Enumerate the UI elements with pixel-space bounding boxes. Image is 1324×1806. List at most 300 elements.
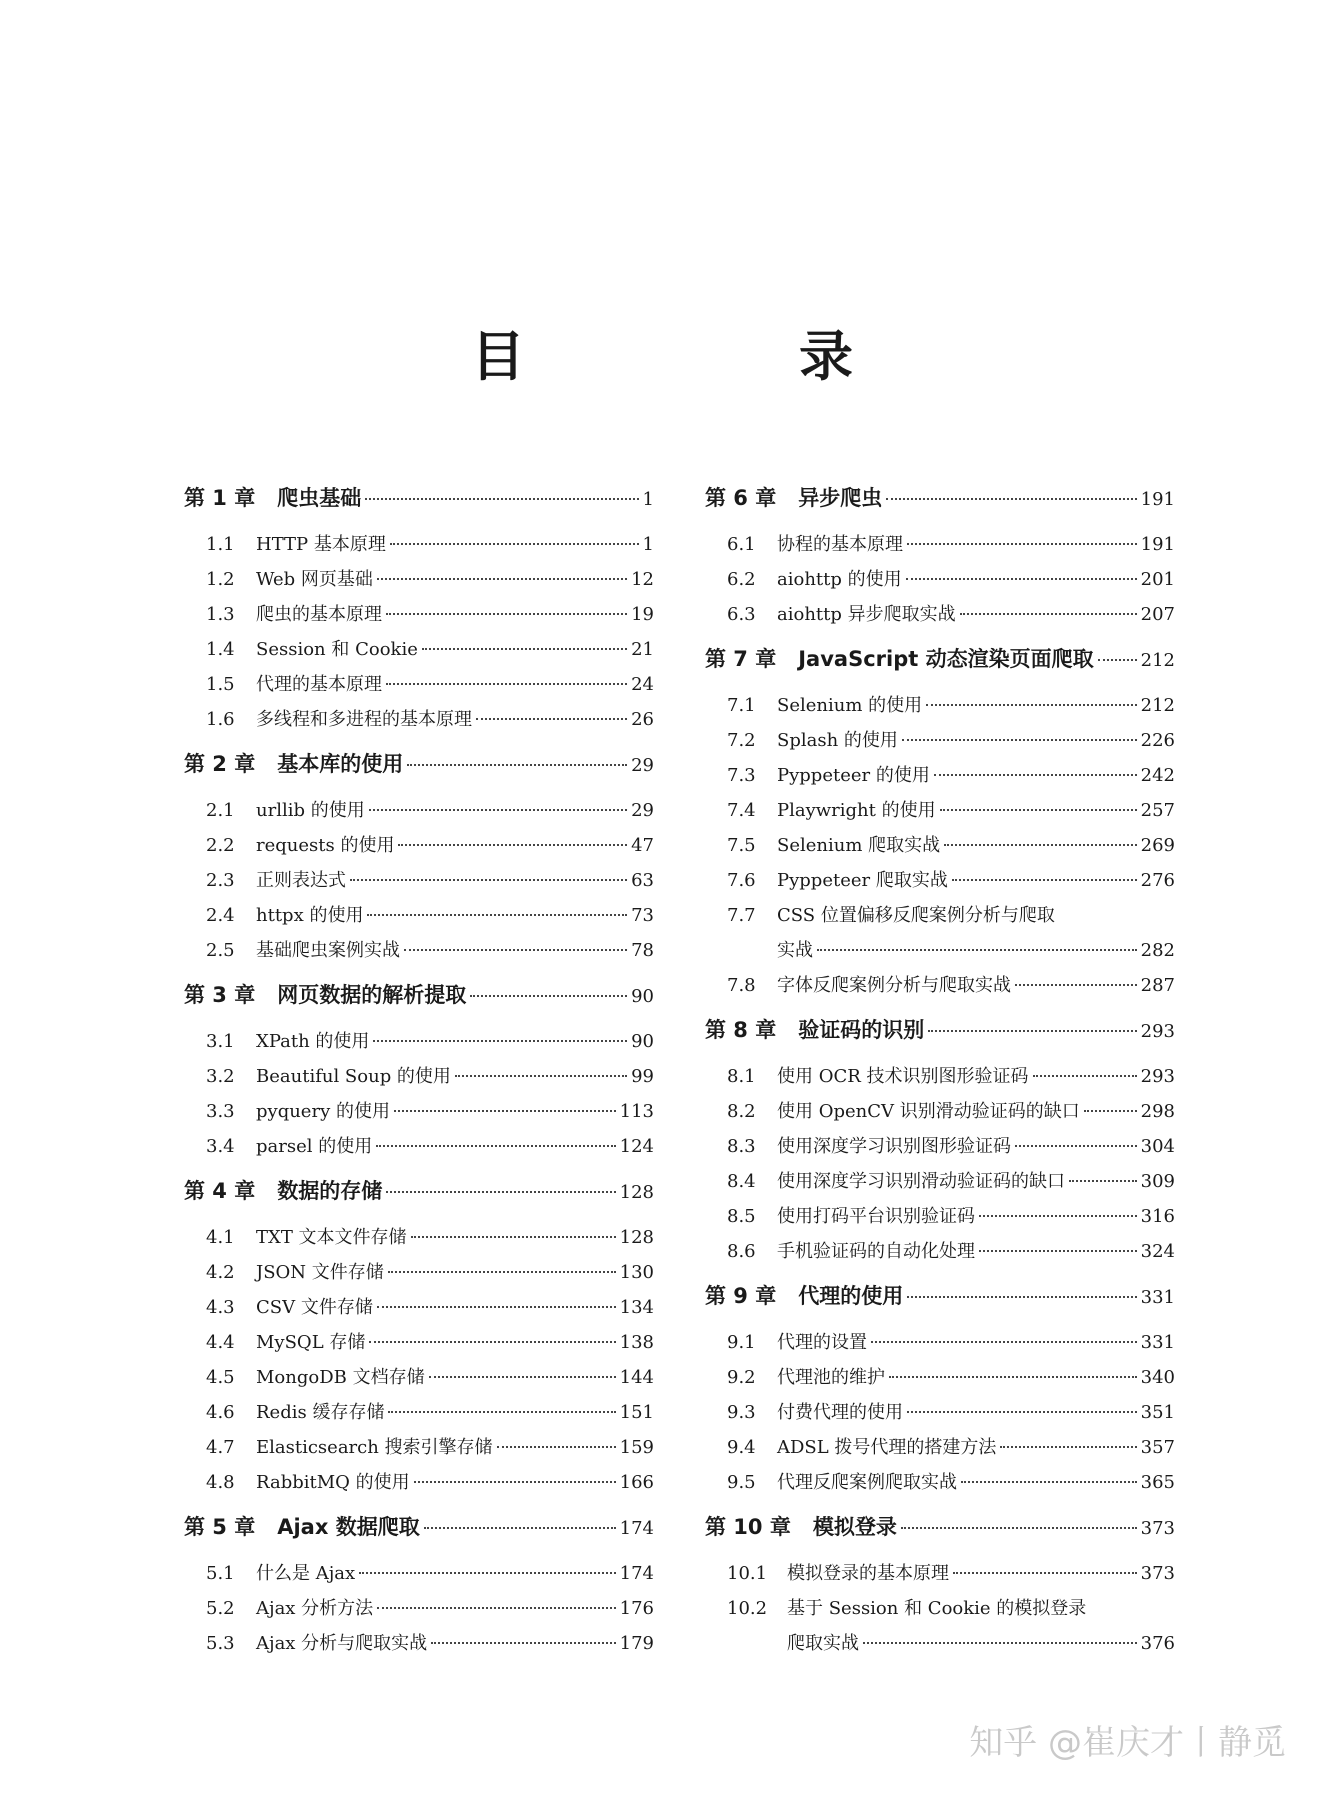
section-title: 代理的设置 xyxy=(777,1332,867,1353)
dot-leader xyxy=(367,914,627,916)
section-page: 376 xyxy=(1140,1633,1175,1654)
chapter-entry[interactable] xyxy=(705,1014,1175,1062)
section-page: 324 xyxy=(1140,1241,1175,1262)
section-entry[interactable] xyxy=(705,1559,1175,1594)
chapter-number: 第 3 章 xyxy=(184,983,256,1007)
section-page: 124 xyxy=(619,1136,654,1157)
section-page: 282 xyxy=(1140,940,1175,961)
dot-leader xyxy=(961,1481,1137,1483)
section-title: 爬虫的基本原理 xyxy=(256,604,382,625)
chapter-gap xyxy=(184,971,654,979)
section-entry[interactable] xyxy=(705,901,1175,971)
section-entry[interactable] xyxy=(705,1594,1175,1664)
chapter-title: 数据的存储 xyxy=(277,1179,383,1203)
section-number: 3.2 xyxy=(206,1066,235,1087)
section-entry[interactable] xyxy=(705,1433,1175,1468)
section-entry[interactable] xyxy=(705,1398,1175,1433)
dot-leader xyxy=(369,809,627,811)
chapter-page: 90 xyxy=(631,986,654,1007)
section-title: HTTP 基本原理 xyxy=(256,534,386,555)
section-title: 基础爬虫案例实战 xyxy=(256,940,400,961)
section-page: 128 xyxy=(619,1227,654,1248)
section-number: 9.5 xyxy=(727,1472,756,1493)
section-number: 7.6 xyxy=(727,870,756,891)
section-page: 174 xyxy=(619,1563,654,1584)
section-title: 协程的基本原理 xyxy=(777,534,903,555)
dot-leader xyxy=(907,543,1137,545)
section-number: 9.2 xyxy=(727,1367,756,1388)
chapter-title: 异步爬虫 xyxy=(798,486,883,510)
chapter-page: 1 xyxy=(642,489,654,510)
chapter-page: 373 xyxy=(1140,1518,1175,1539)
section-title: ADSL 拨号代理的搭建方法 xyxy=(777,1437,997,1458)
dot-leader xyxy=(1069,1180,1137,1182)
dot-leader xyxy=(377,578,627,580)
chapter-title: 网页数据的解析提取 xyxy=(277,983,467,1007)
section-number: 1.6 xyxy=(206,709,235,730)
section-title: Playwright 的使用 xyxy=(777,800,936,821)
section-entry[interactable] xyxy=(184,705,654,740)
section-page: 357 xyxy=(1140,1437,1175,1458)
section-page: 191 xyxy=(1140,534,1175,555)
chapter-page: 128 xyxy=(619,1182,654,1203)
dot-leader xyxy=(422,648,627,650)
section-entry[interactable] xyxy=(705,831,1175,866)
section-page: 276 xyxy=(1140,870,1175,891)
chapter-gap xyxy=(184,1503,654,1511)
section-page: 134 xyxy=(619,1297,654,1318)
dot-leader xyxy=(497,1446,616,1448)
section-title: Selenium 的使用 xyxy=(777,695,923,716)
section-number: 5.1 xyxy=(206,1563,235,1584)
section-entry[interactable] xyxy=(184,1293,654,1328)
section-entry[interactable] xyxy=(705,1468,1175,1503)
section-entry[interactable] xyxy=(184,831,654,866)
chapter-page: 212 xyxy=(1140,650,1175,671)
section-entry[interactable] xyxy=(705,530,1175,565)
section-entry[interactable] xyxy=(184,1132,654,1167)
section-title: 使用 OpenCV 识别滑动验证码的缺口 xyxy=(777,1101,1080,1122)
section-entry[interactable] xyxy=(705,971,1175,1006)
dot-leader xyxy=(414,1481,616,1483)
section-title: 什么是 Ajax xyxy=(256,1563,356,1584)
section-number: 4.5 xyxy=(206,1367,235,1388)
section-title: Selenium 爬取实战 xyxy=(777,835,941,856)
dot-leader xyxy=(359,1572,615,1574)
dot-leader xyxy=(886,498,1136,500)
section-page: 166 xyxy=(619,1472,654,1493)
section-page: 78 xyxy=(631,940,654,961)
section-entry[interactable] xyxy=(184,1433,654,1468)
section-number: 8.3 xyxy=(727,1136,756,1157)
dot-leader xyxy=(404,949,627,951)
section-title: MongoDB 文档存储 xyxy=(256,1367,425,1388)
section-entry[interactable] xyxy=(184,600,654,635)
chapter-page: 174 xyxy=(619,1518,654,1539)
section-page: 351 xyxy=(1140,1402,1175,1423)
section-title: aiohttp 异步爬取实战 xyxy=(777,604,956,625)
dot-leader xyxy=(398,844,627,846)
section-page: 226 xyxy=(1140,730,1175,751)
section-page: 287 xyxy=(1140,975,1175,996)
section-page: 29 xyxy=(631,800,654,821)
dot-leader xyxy=(1015,1145,1137,1147)
section-number: 2.1 xyxy=(206,800,235,821)
section-page: 331 xyxy=(1140,1332,1175,1353)
page-title: 目 录 xyxy=(471,325,963,388)
section-number: 7.5 xyxy=(727,835,756,856)
dot-leader xyxy=(940,809,1137,811)
section-number: 7.7 xyxy=(727,905,756,926)
chapter-entry[interactable] xyxy=(184,1511,654,1559)
section-number: 7.2 xyxy=(727,730,756,751)
chapter-number: 第 9 章 xyxy=(705,1284,777,1308)
chapter-entry[interactable] xyxy=(705,1280,1175,1328)
dot-leader xyxy=(1084,1110,1137,1112)
section-number: 1.2 xyxy=(206,569,235,590)
section-title: Beautiful Soup 的使用 xyxy=(256,1066,451,1087)
chapter-number: 第 7 章 xyxy=(705,647,777,671)
dot-leader xyxy=(902,739,1137,741)
section-page: 179 xyxy=(619,1633,654,1654)
section-number: 8.6 xyxy=(727,1241,756,1262)
section-title: RabbitMQ 的使用 xyxy=(256,1472,410,1493)
section-number: 2.2 xyxy=(206,835,235,856)
section-entry[interactable] xyxy=(184,1062,654,1097)
section-page: 144 xyxy=(619,1367,654,1388)
section-page: 293 xyxy=(1140,1066,1175,1087)
section-entry[interactable] xyxy=(705,1167,1175,1202)
section-title: 模拟登录的基本原理 xyxy=(787,1563,949,1584)
section-number: 1.1 xyxy=(206,534,235,555)
section-title: CSS 位置偏移反爬案例分析与爬取 xyxy=(777,905,1055,926)
chapter-title: Ajax 数据爬取 xyxy=(277,1515,420,1539)
section-page: 21 xyxy=(631,639,654,660)
chapter-gap xyxy=(184,740,654,748)
section-number: 7.3 xyxy=(727,765,756,786)
section-title: Redis 缓存存储 xyxy=(256,1402,385,1423)
section-title: CSV 文件存储 xyxy=(256,1297,373,1318)
dot-leader xyxy=(1098,659,1137,661)
section-page: 19 xyxy=(631,604,654,625)
section-number: 2.4 xyxy=(206,905,235,926)
section-entry[interactable] xyxy=(184,1258,654,1293)
dot-leader xyxy=(390,543,639,545)
section-title: urllib 的使用 xyxy=(256,800,365,821)
section-entry[interactable] xyxy=(705,866,1175,901)
section-number: 1.5 xyxy=(206,674,235,695)
section-title: 使用深度学习识别图形验证码 xyxy=(777,1136,1011,1157)
section-page: 138 xyxy=(619,1332,654,1353)
chapter-title: 模拟登录 xyxy=(812,1515,897,1539)
section-number: 9.4 xyxy=(727,1437,756,1458)
section-entry[interactable] xyxy=(184,1629,654,1664)
section-number: 4.2 xyxy=(206,1262,235,1283)
chapter-title: 验证码的识别 xyxy=(798,1018,925,1042)
section-number: 6.3 xyxy=(727,604,756,625)
chapter-title: 爬虫基础 xyxy=(277,486,362,510)
section-entry[interactable] xyxy=(184,530,654,565)
section-entry[interactable] xyxy=(184,1363,654,1398)
section-entry[interactable] xyxy=(184,1468,654,1503)
section-title: XPath 的使用 xyxy=(256,1031,370,1052)
section-entry[interactable] xyxy=(184,1097,654,1132)
section-entry[interactable] xyxy=(705,1097,1175,1132)
dot-leader xyxy=(979,1215,1137,1217)
chapter-gap xyxy=(705,1503,1175,1511)
section-number: 7.8 xyxy=(727,975,756,996)
section-number: 8.1 xyxy=(727,1066,756,1087)
chapter-gap xyxy=(705,635,1175,643)
section-page: 257 xyxy=(1140,800,1175,821)
section-entry[interactable] xyxy=(705,1062,1175,1097)
section-entry[interactable] xyxy=(705,726,1175,761)
section-number: 9.3 xyxy=(727,1402,756,1423)
section-title: MySQL 存储 xyxy=(256,1332,366,1353)
section-number: 4.4 xyxy=(206,1332,235,1353)
dot-leader xyxy=(1033,1075,1137,1077)
section-entry[interactable] xyxy=(705,1132,1175,1167)
dot-leader xyxy=(907,1296,1136,1298)
section-title: JSON 文件存储 xyxy=(256,1262,384,1283)
section-entry[interactable] xyxy=(184,796,654,831)
section-page: 1 xyxy=(642,534,654,555)
section-title: 正则表达式 xyxy=(256,870,346,891)
section-page: 269 xyxy=(1140,835,1175,856)
section-line xyxy=(727,1594,1175,1629)
section-entry[interactable] xyxy=(184,635,654,670)
section-entry[interactable] xyxy=(705,761,1175,796)
section-line xyxy=(727,936,1175,971)
section-page: 159 xyxy=(619,1437,654,1458)
section-number: 7.1 xyxy=(727,695,756,716)
section-number: 9.1 xyxy=(727,1332,756,1353)
section-entry[interactable] xyxy=(705,565,1175,600)
chapter-page: 331 xyxy=(1140,1287,1175,1308)
section-number: 4.1 xyxy=(206,1227,235,1248)
section-title: 代理池的维护 xyxy=(777,1367,885,1388)
chapter-entry[interactable] xyxy=(705,643,1175,691)
dot-leader xyxy=(429,1376,616,1378)
chapter-page: 293 xyxy=(1140,1021,1175,1042)
chapter-number: 第 10 章 xyxy=(705,1515,791,1539)
section-entry[interactable] xyxy=(184,1559,654,1594)
section-title: pyquery 的使用 xyxy=(256,1101,390,1122)
section-page: 201 xyxy=(1140,569,1175,590)
section-number: 5.2 xyxy=(206,1598,235,1619)
section-title: 付费代理的使用 xyxy=(777,1402,903,1423)
dot-leader xyxy=(373,1040,627,1042)
section-number: 10.2 xyxy=(727,1598,768,1619)
section-entry[interactable] xyxy=(184,1594,654,1629)
dot-leader xyxy=(377,1607,615,1609)
section-title: Ajax 分析与爬取实战 xyxy=(256,1633,428,1654)
section-title: 使用深度学习识别滑动验证码的缺口 xyxy=(777,1171,1065,1192)
section-title: httpx 的使用 xyxy=(256,905,364,926)
section-page: 90 xyxy=(631,1031,654,1052)
chapter-gap xyxy=(705,1006,1175,1014)
dot-leader xyxy=(365,498,638,500)
dot-leader xyxy=(386,1191,615,1193)
section-title: Ajax 分析方法 xyxy=(256,1598,374,1619)
section-number: 2.3 xyxy=(206,870,235,891)
section-page: 365 xyxy=(1140,1472,1175,1493)
chapter-page: 29 xyxy=(631,755,654,776)
chapter-page: 191 xyxy=(1140,489,1175,510)
section-title: 基于 Session 和 Cookie 的模拟登录 xyxy=(787,1598,1087,1619)
section-title: aiohttp 的使用 xyxy=(777,569,902,590)
chapter-number: 第 1 章 xyxy=(184,486,256,510)
section-page: 99 xyxy=(631,1066,654,1087)
dot-leader xyxy=(350,879,627,881)
section-number: 3.1 xyxy=(206,1031,235,1052)
section-entry[interactable] xyxy=(705,1202,1175,1237)
section-entry[interactable] xyxy=(705,1363,1175,1398)
chapter-entry[interactable] xyxy=(705,1511,1175,1559)
chapter-number: 第 6 章 xyxy=(705,486,777,510)
section-entry[interactable] xyxy=(184,1398,654,1433)
section-page: 12 xyxy=(631,569,654,590)
section-page: 340 xyxy=(1140,1367,1175,1388)
section-entry[interactable] xyxy=(705,691,1175,726)
chapter-gap xyxy=(705,1272,1175,1280)
dot-leader xyxy=(431,1642,615,1644)
section-page: 304 xyxy=(1140,1136,1175,1157)
section-title: 使用 OCR 技术识别图形验证码 xyxy=(777,1066,1029,1087)
section-number: 4.6 xyxy=(206,1402,235,1423)
section-number: 6.1 xyxy=(727,534,756,555)
dot-leader xyxy=(424,1527,616,1529)
chapter-entry[interactable] xyxy=(184,482,654,530)
section-title: 使用打码平台识别验证码 xyxy=(777,1206,975,1227)
chapter-number: 第 4 章 xyxy=(184,1179,256,1203)
section-page: 207 xyxy=(1140,604,1175,625)
section-entry[interactable] xyxy=(184,1223,654,1258)
section-number: 8.5 xyxy=(727,1206,756,1227)
section-title: 代理的基本原理 xyxy=(256,674,382,695)
dot-leader xyxy=(934,774,1137,776)
section-title: Elasticsearch 搜索引擎存储 xyxy=(256,1437,493,1458)
dot-leader xyxy=(1015,984,1137,986)
section-number: 4.3 xyxy=(206,1297,235,1318)
section-number: 2.5 xyxy=(206,940,235,961)
section-title: TXT 文本文件存储 xyxy=(256,1227,407,1248)
section-page: 63 xyxy=(631,870,654,891)
section-entry[interactable] xyxy=(705,600,1175,635)
section-title: Pyppeteer 爬取实战 xyxy=(777,870,948,891)
dot-leader xyxy=(1000,1446,1136,1448)
section-title-cont: 实战 xyxy=(777,940,813,961)
toc-left-column xyxy=(184,482,654,1664)
section-page: 47 xyxy=(631,835,654,856)
section-page: 176 xyxy=(619,1598,654,1619)
section-line xyxy=(727,901,1175,936)
dot-leader xyxy=(407,764,627,766)
section-number: 4.8 xyxy=(206,1472,235,1493)
section-entry[interactable] xyxy=(184,901,654,936)
dot-leader xyxy=(901,1527,1137,1529)
section-page: 242 xyxy=(1140,765,1175,786)
section-number: 3.3 xyxy=(206,1101,235,1122)
dot-leader xyxy=(863,1642,1137,1644)
dot-leader xyxy=(817,949,1137,951)
dot-leader xyxy=(388,1271,616,1273)
dot-leader xyxy=(476,718,627,720)
section-page: 309 xyxy=(1140,1171,1175,1192)
dot-leader xyxy=(926,704,1137,706)
dot-leader xyxy=(906,578,1137,580)
section-page: 24 xyxy=(631,674,654,695)
dot-leader xyxy=(907,1411,1137,1413)
section-entry[interactable] xyxy=(705,1328,1175,1363)
dot-leader xyxy=(960,613,1137,615)
chapter-title: JavaScript 动态渲染页面爬取 xyxy=(798,647,1094,671)
section-number: 4.7 xyxy=(206,1437,235,1458)
section-entry[interactable] xyxy=(705,1237,1175,1272)
section-page: 130 xyxy=(619,1262,654,1283)
section-title: requests 的使用 xyxy=(256,835,395,856)
section-entry[interactable] xyxy=(184,1027,654,1062)
section-page: 26 xyxy=(631,709,654,730)
section-number: 8.2 xyxy=(727,1101,756,1122)
section-title: Session 和 Cookie xyxy=(256,639,418,660)
dot-leader xyxy=(928,1030,1136,1032)
chapter-title: 基本库的使用 xyxy=(277,752,404,776)
section-title-cont: 爬取实战 xyxy=(787,1633,859,1654)
dot-leader xyxy=(386,613,627,615)
chapter-entry[interactable] xyxy=(184,979,654,1027)
dot-leader xyxy=(871,1341,1137,1343)
section-page: 113 xyxy=(619,1101,654,1122)
section-page: 298 xyxy=(1140,1101,1175,1122)
dot-leader xyxy=(952,879,1137,881)
dot-leader xyxy=(386,683,627,685)
dot-leader xyxy=(394,1110,616,1112)
dot-leader xyxy=(369,1341,615,1343)
section-page: 73 xyxy=(631,905,654,926)
watermark: 知乎 @崔庆才丨静觅 xyxy=(969,1723,1286,1763)
section-line xyxy=(727,1629,1175,1664)
section-number: 7.4 xyxy=(727,800,756,821)
section-entry[interactable] xyxy=(705,796,1175,831)
chapter-entry[interactable] xyxy=(184,1175,654,1223)
chapter-title: 代理的使用 xyxy=(798,1284,904,1308)
section-entry[interactable] xyxy=(184,866,654,901)
section-entry[interactable] xyxy=(184,936,654,971)
section-title: Splash 的使用 xyxy=(777,730,898,751)
section-page: 212 xyxy=(1140,695,1175,716)
chapter-number: 第 8 章 xyxy=(705,1018,777,1042)
dot-leader xyxy=(953,1572,1137,1574)
dot-leader xyxy=(889,1376,1137,1378)
section-title: parsel 的使用 xyxy=(256,1136,373,1157)
chapter-entry[interactable] xyxy=(705,482,1175,530)
section-entry[interactable] xyxy=(184,670,654,705)
dot-leader xyxy=(376,1145,615,1147)
section-entry[interactable] xyxy=(184,1328,654,1363)
section-number: 3.4 xyxy=(206,1136,235,1157)
chapter-gap xyxy=(184,1167,654,1175)
chapter-number: 第 5 章 xyxy=(184,1515,256,1539)
section-number: 10.1 xyxy=(727,1563,768,1584)
section-number: 6.2 xyxy=(727,569,756,590)
section-page: 316 xyxy=(1140,1206,1175,1227)
section-title: 多线程和多进程的基本原理 xyxy=(256,709,472,730)
section-entry[interactable] xyxy=(184,565,654,600)
chapter-entry[interactable] xyxy=(184,748,654,796)
dot-leader xyxy=(470,995,627,997)
section-title: 字体反爬案例分析与爬取实战 xyxy=(777,975,1011,996)
